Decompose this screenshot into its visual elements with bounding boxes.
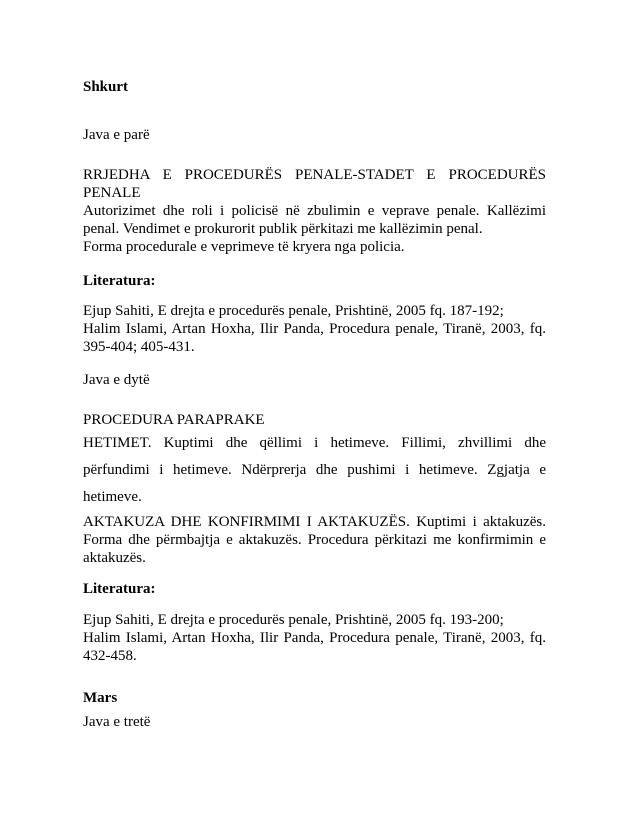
month-heading-shkurt: Shkurt xyxy=(83,79,129,95)
week-1-desc-line: penal. Vendimet e prokurorit publik përkitazi me kallëzimin penal. xyxy=(83,221,483,237)
week-2-label: Java e dytë xyxy=(83,372,150,388)
week-2-section-procedura: PROCEDURA PARAPRAKE xyxy=(83,412,265,428)
week-2-literature xyxy=(83,611,546,665)
hetimet-line: hetimeve. xyxy=(83,489,142,505)
hetimet-line: HETIMET. Kuptimi dhe qëllimi i hetimeve. Fillimi, zhvillimi dhe xyxy=(83,435,546,451)
aktakuza-line: aktakuzës. xyxy=(83,550,146,566)
month-heading-mars: Mars xyxy=(83,690,118,706)
week-1-label: Java e parë xyxy=(83,127,150,143)
aktakuza-line: Forma dhe përmbajtja e aktakuzës. Procedura përkitazi me konfirmimin e xyxy=(83,532,546,548)
hetimet-line: përfundimi i hetimeve. Ndërprerja dhe pushimi i hetimeve. Zgjatja e xyxy=(83,462,546,478)
literature-line: 395-404; 405-431. xyxy=(83,339,195,355)
week-1-literature xyxy=(83,302,546,356)
week-1-title-line: RRJEDHA E PROCEDURËS PENALE-STADET E PROCEDURËS xyxy=(83,167,546,183)
week-1-title-line: PENALE xyxy=(83,185,141,201)
week-1-literature-heading: Literatura: xyxy=(83,273,156,289)
aktakuza-line: AKTAKUZA DHE KONFIRMIMI I AKTAKUZËS. Kuptimi i aktakuzës. xyxy=(83,514,546,530)
literature-line: Ejup Sahiti, E drejta e procedurës penale, Prishtinë, 2005 fq. 193-200; xyxy=(83,612,504,628)
week-2-section-aktakuza xyxy=(83,513,546,567)
week-2-section-hetimet xyxy=(83,430,546,511)
literature-line: Halim Islami, Artan Hoxha, Ilir Panda, Procedura penale, Tiranë, 2003, fq. xyxy=(83,321,546,337)
week-1-desc-line: Autorizimet dhe roli i policisë në zbulimin e veprave penale. Kallëzimi xyxy=(83,203,546,219)
week-1-topic xyxy=(83,166,546,256)
literature-line: 432-458. xyxy=(83,648,137,664)
literature-line: Ejup Sahiti, E drejta e procedurës penale, Prishtinë, 2005 fq. 187-192; xyxy=(83,303,504,319)
week-1-desc-line: Forma procedurale e veprimeve të kryera nga policia. xyxy=(83,239,405,255)
literature-line: Halim Islami, Artan Hoxha, Ilir Panda, Procedura penale, Tiranë, 2003, fq. xyxy=(83,630,546,646)
week-3-label: Java e tretë xyxy=(83,714,151,730)
week-2-literature-heading: Literatura: xyxy=(83,581,156,597)
